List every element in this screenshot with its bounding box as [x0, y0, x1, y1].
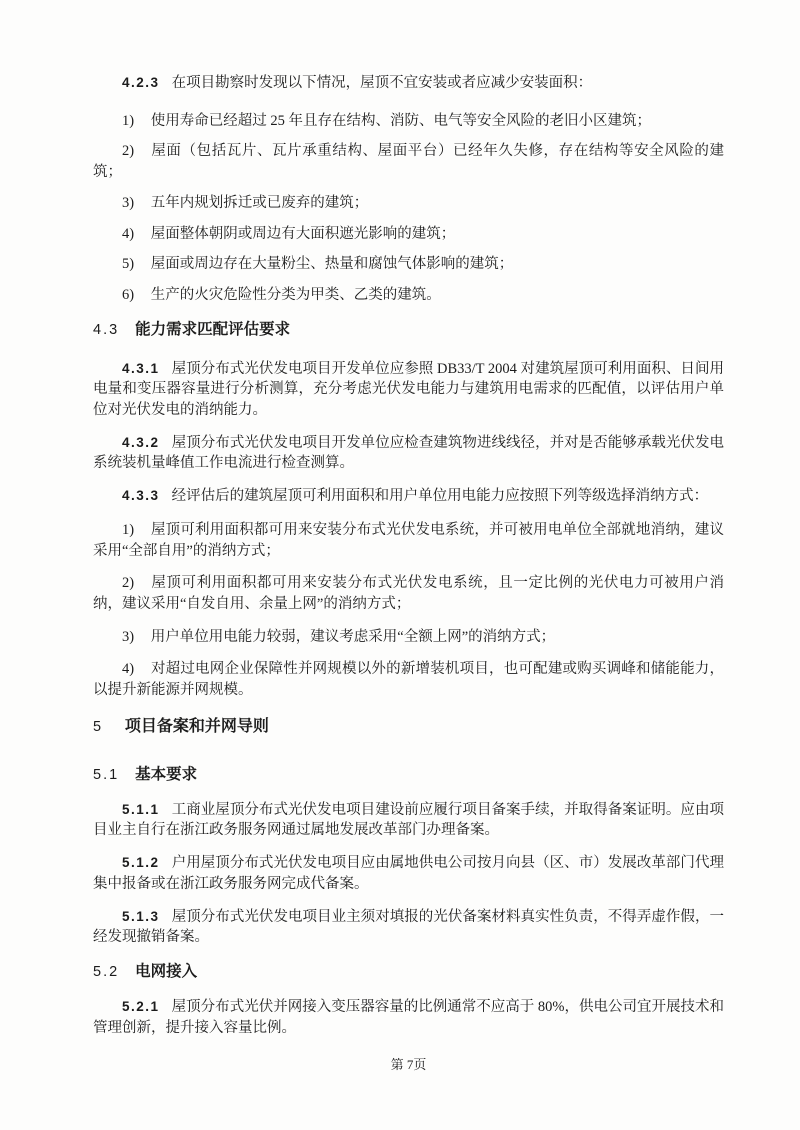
list-item-number: 4) — [122, 661, 135, 678]
clause-number: 5.1.3 — [122, 908, 160, 924]
chapter-heading-5 — [93, 715, 724, 739]
list-item — [93, 520, 724, 561]
list-item-number: 6) — [122, 286, 135, 303]
list-item — [93, 141, 724, 182]
section-number: 5.2 — [93, 963, 120, 980]
list-item-text: 屋顶可利用面积都可用来安装分布式光伏发电系统，并可被用电单位全部就地消纳，建议采用“全部自用”的消纳方式； — [93, 521, 724, 559]
section-number: 4.3 — [93, 321, 120, 338]
list-item — [93, 285, 724, 306]
clause-number: 5.1.1 — [122, 801, 160, 817]
chapter-number: 5 — [93, 718, 104, 735]
clause-number: 4.2.3 — [122, 75, 160, 90]
page-number: 第 7页 — [390, 1057, 427, 1073]
chapter-title: 项目备案和并网导则 — [124, 717, 269, 735]
list-item-number: 4) — [122, 225, 135, 242]
clause-text: 屋顶分布式光伏并网接入变压器容量的比例通常不应高于 80%，供电公司宜开展技术和管理创新，提升接入容量比例。 — [93, 998, 724, 1036]
clause-4-3-3 — [93, 486, 724, 507]
clause-4-3-2 — [93, 433, 724, 474]
clause-4-2-3 — [93, 73, 724, 94]
clause-number: 5.1.2 — [122, 855, 160, 871]
list-item-text: 屋面整体朝阴或周边有大面积遮光影响的建筑； — [150, 225, 456, 242]
list-item-number: 3) — [122, 194, 135, 211]
clause-text: 屋顶分布式光伏发电项目业主须对填报的光伏备案材料真实性负责，不得弄虚作假，一经发现撤销备案。 — [93, 908, 724, 946]
clause-4-3-1 — [93, 359, 724, 421]
section-number: 5.1 — [93, 766, 120, 783]
list-item-text: 使用寿命已经超过 25 年且存在结构、消防、电气等安全风险的老旧小区建筑； — [150, 112, 652, 129]
section-title: 能力需求匹配评估要求 — [135, 320, 291, 338]
clause-text: 屋顶分布式光伏发电项目开发单位应参照 DB33/T 2004 对建筑屋顶可利用面积、日间用电量和变压器容量进行分析测算，充分考虑光伏发电能力与建筑用电需求的匹配值，以评估用户单位对光伏发电的消纳能力。 — [93, 360, 724, 419]
clause-text: 工商业屋顶分布式光伏发电项目建设前应履行项目备案手续，并取得备案证明。应由项目业主自行在浙江政务服务网通过属地发展改革部门办理备案。 — [93, 801, 724, 839]
section-title: 基本要求 — [135, 765, 198, 783]
list-item-number: 3) — [122, 628, 135, 645]
clause-text: 经评估后的建筑屋顶可利用面积和用户单位用电能力应按照下列等级选择消纳方式： — [171, 488, 709, 505]
section-heading-4-3 — [93, 319, 724, 341]
clause-number: 5.2.1 — [122, 998, 160, 1014]
list-item-text: 对超过电网企业保障性并网规模以外的新增装机项目，也可配建或购买调峰和储能能力，以提升新能源并网规模。 — [93, 661, 724, 699]
list-item-number: 2) — [122, 143, 135, 160]
clause-5-1-3 — [93, 907, 724, 948]
list-item — [93, 224, 724, 245]
clause-5-1-2 — [93, 853, 724, 894]
section-heading-5-1 — [93, 764, 724, 786]
clause-number: 4.3.1 — [122, 360, 160, 376]
list-item-text: 屋面（包括瓦片、瓦片承重结构、屋面平台）已经年久失修，存在结构等安全风险的建筑； — [93, 143, 724, 181]
list-item — [93, 659, 724, 700]
list-item — [93, 111, 724, 132]
list-item-number: 1) — [122, 112, 135, 129]
list-item-text: 用户单位用电能力较弱，建议考虑采用“全额上网”的消纳方式； — [150, 628, 556, 645]
list-item — [93, 573, 724, 614]
list-item-text: 五年内规划拆迁或已废弃的建筑； — [150, 194, 369, 211]
list-item-number: 5) — [122, 256, 135, 273]
list-item — [93, 193, 724, 214]
list-item — [93, 627, 724, 648]
list-item-text: 屋面或周边存在大量粉尘、热量和腐蚀气体影响的建筑； — [150, 256, 514, 273]
clause-text: 在项目勘察时发现以下情况，屋顶不宜安装或者应减少安装面积： — [171, 75, 593, 91]
list-item-text: 生产的火灾危险性分类为甲类、乙类的建筑。 — [150, 286, 441, 303]
clause-number: 4.3.2 — [122, 434, 160, 450]
clause-5-1-1 — [93, 800, 724, 841]
clause-text: 屋顶分布式光伏发电项目开发单位应检查建筑物进线线径，并对是否能够承载光伏发电系统装机量峰值工作电流进行检查测算。 — [93, 434, 724, 472]
section-title: 电网接入 — [135, 962, 198, 980]
clause-text: 户用屋顶分布式光伏发电项目应由属地供电公司按月向县（区、市）发展改革部门代理集中报备或在浙江政务服务网完成代备案。 — [93, 855, 724, 892]
list-item-number: 1) — [122, 521, 135, 538]
clause-number: 4.3.3 — [122, 488, 160, 504]
list-item — [93, 254, 724, 275]
list-item-number: 2) — [122, 575, 135, 592]
list-item-text: 屋顶可利用面积都可用来安装分布式光伏发电系统，且一定比例的光伏电力可被用户消纳，建议采用“自发自用、余量上网”的消纳方式； — [93, 575, 724, 612]
clause-5-2-1 — [93, 997, 724, 1038]
section-heading-5-2 — [93, 961, 724, 983]
